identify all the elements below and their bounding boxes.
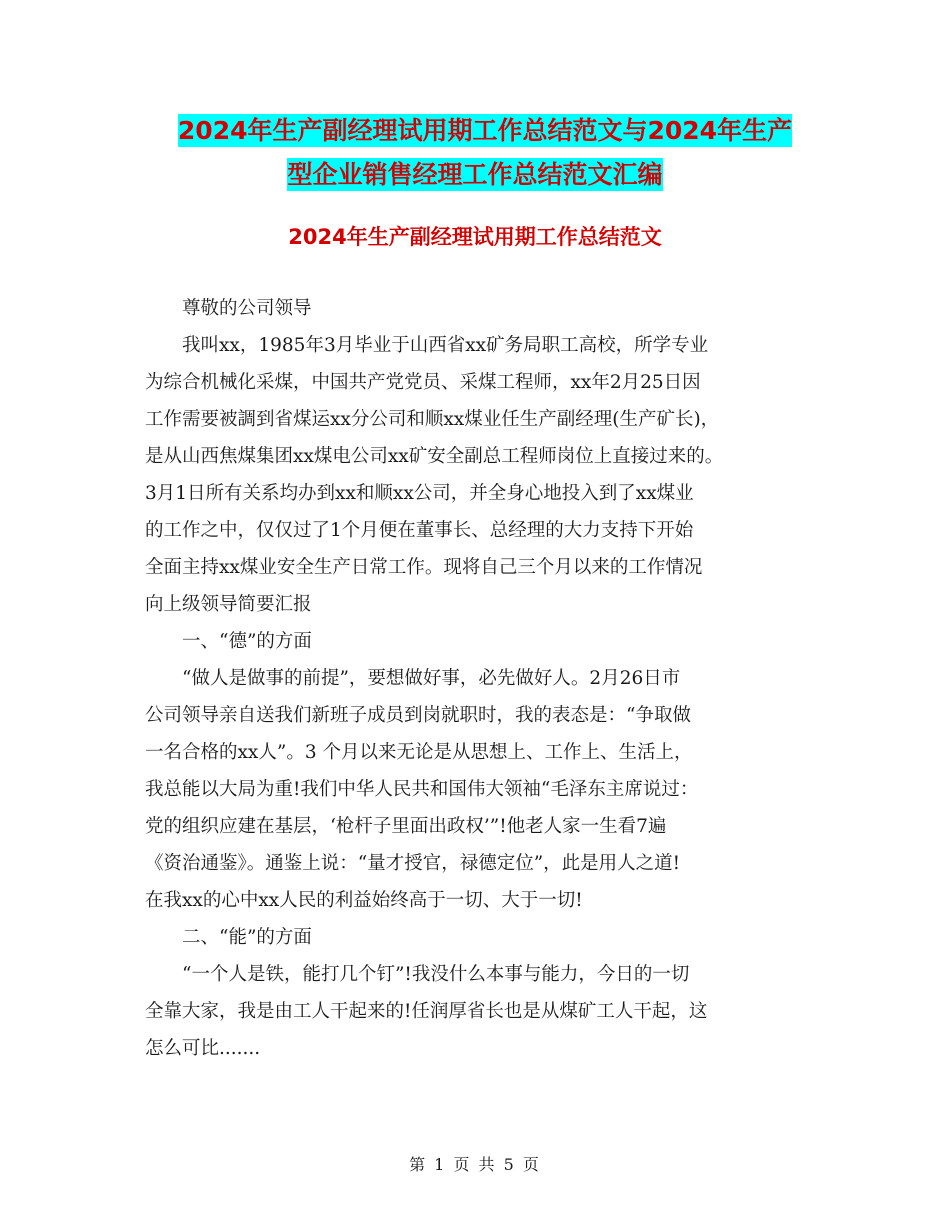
body-line: 工作需要被調到省煤运xx分公司和顺xx煤业任生产副经理(生产矿长)， [145, 409, 720, 430]
section-title: 2024年生产副经理试用期工作总结范文 [288, 225, 662, 249]
body-line: 党的组织应建在基层，‘枪杆子里面出政权’”!他老人家一生看7遍 [145, 816, 667, 837]
body-line: 是从山西焦煤集团xx煤电公司xx矿安全副总工程师岗位上直接过来的。 [145, 446, 724, 467]
body-line: 一名合格的xx人”。3 个月以来无论是从思想上、工作上、生活上， [145, 742, 693, 763]
body-line: 公司领导亲自送我们新班子成员到岗就职时，我的表态是：“争取做 [145, 705, 691, 726]
section-heading-neng: 二、“能”的方面 [182, 927, 312, 948]
body-line: 3月1日所有关系均办到xx和顺xx公司，并全身心地投入到了xx煤业 [145, 483, 694, 504]
highlighted-title-text: 2024年生产副经理试用期工作总结范文与2024年生产 [177, 116, 793, 145]
body-line: 全靠大家，我是由工人干起来的!任润厚省长也是从煤矿工人干起，这 [145, 1001, 708, 1022]
body-line: “做人是做事的前提”，要想做好事，必先做好人。2月26日市 [182, 668, 681, 689]
section-heading-de: 一、“德”的方面 [182, 631, 312, 652]
body-line: 在我xx的心中xx人民的利益始终高于一切、大于一切! [145, 890, 583, 911]
salutation: 尊敬的公司领导 [182, 298, 312, 319]
body-line: “一个人是铁，能打几个钉”!我没什么本事与能力，今日的一切 [182, 964, 690, 985]
body-line: 我总能以大局为重!我们中华人民共和国伟大领袖“毛泽东主席说过： [145, 779, 699, 800]
document-title-line-2 [0, 157, 950, 193]
body-line: 我叫xx，1985年3月毕业于山西省xx矿务局职工高校，所学专业 [182, 335, 709, 356]
page-footer: 第 1 页 共 5 页 [409, 1155, 541, 1174]
document-title-line-1 [0, 113, 950, 149]
body-line: 向上级领导简要汇报 [145, 594, 312, 615]
body-line: 怎么可比....... [145, 1038, 261, 1059]
body-line: 的工作之中，仅仅过了1个月便在董事长、总经理的大力支持下开始 [145, 520, 694, 541]
body-line: 全面主持xx煤业安全生产日常工作。现将自己三个月以来的工作情况 [145, 557, 703, 578]
body-line: 为综合机械化采煤，中国共产党党员、采煤工程师，xx年2月25日因 [145, 372, 701, 393]
body-line: 《资治通鉴》。通鉴上说：“量才授官，禄德定位”，此是用人之道! [145, 853, 681, 874]
document-body [145, 290, 825, 1067]
highlighted-title-text: 型企业销售经理工作总结范文汇编 [287, 160, 663, 189]
